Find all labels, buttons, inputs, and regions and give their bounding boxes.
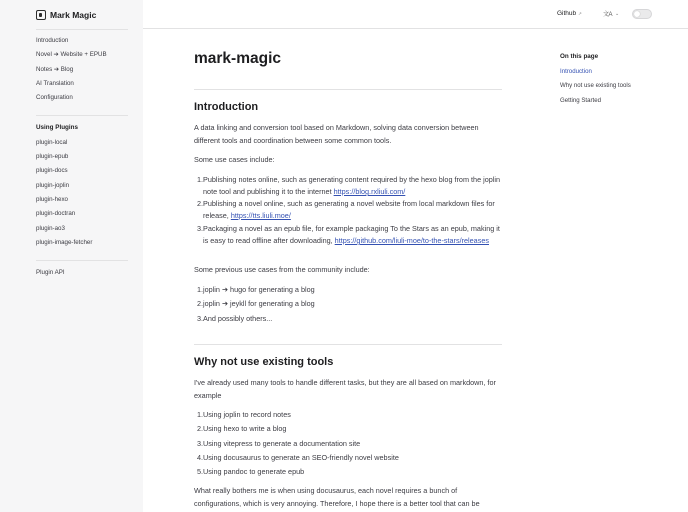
top-navbar [143,0,688,29]
list-item-text: Publishing a novel online, such as generating a novel website from local markdown files for release, [203,199,495,220]
page-title: mark-magic [194,50,282,67]
list-item [194,409,291,421]
translate-icon: 文A [603,12,613,18]
sidebar-item-plugin-ao3[interactable]: plugin-ao3 [36,225,65,232]
why-not-paragraph: I've already used many tools to handle different tasks, but they are all based on markdown, for example [194,378,496,400]
github-link[interactable] [557,10,582,17]
sidebar [0,0,143,512]
list-item [194,438,360,450]
list-item-text: Using joplin to record notes [203,410,291,419]
chevron-down-icon: ⌄ [615,10,620,17]
theme-toggle-knob [634,11,640,17]
sidebar-item-configuration[interactable]: Configuration [36,94,73,101]
github-label: Github [557,10,577,17]
sidebar-item-plugin-joplin[interactable]: plugin-joplin [36,182,70,189]
section-divider [194,344,502,345]
blog-link[interactable]: https://blog.rxliuli.com/ [333,187,406,196]
list-item-text: Using vitepress to generate a documentation site [203,439,361,448]
section-divider [194,89,502,90]
list-item [194,198,502,222]
sidebar-divider [36,115,128,116]
list-number: 2. [197,424,204,433]
list-item [194,223,502,247]
outline-link-why-not[interactable]: Why not use existing tools [560,82,631,89]
list-item-text: Using hexo to write a blog [203,424,287,433]
heading-why-not: Why not use existing tools [194,356,334,368]
list-item [194,466,304,478]
sidebar-item-plugin-local[interactable]: plugin-local [36,139,68,146]
sidebar-divider [36,29,128,30]
intro-paragraph: A data linking and conversion tool based on Markdown, solving data conversion between different tools and coordination between some common tools. [194,123,479,145]
use-cases-intro: Some use cases include: [194,155,275,164]
sidebar-item-introduction[interactable]: Introduction [36,37,69,44]
list-item [194,298,315,310]
list-number: 3. [197,314,204,323]
sidebar-item-plugin-docs[interactable]: plugin-docs [36,167,68,174]
releases-link[interactable]: https://github.com/liuli-moe/to-the-stars/releases [334,236,489,245]
list-number: 5. [197,467,204,476]
sidebar-divider [36,260,128,261]
sidebar-item-plugin-epub[interactable]: plugin-epub [36,153,69,160]
list-item-text: Packaging a novel as an epub file, for example packaging To the Stars as an epub, making it is easy to read offline after downloading, [203,224,500,245]
list-number: 2. [197,199,204,208]
list-number: 3. [197,224,204,233]
brand-link[interactable] [36,8,96,22]
sidebar-item-plugin-hexo[interactable]: plugin-hexo [36,196,68,203]
list-number: 4. [197,453,204,462]
outline-link-introduction[interactable]: Introduction [560,68,592,75]
sidebar-item-plugin-doctran[interactable]: plugin-doctran [36,210,76,217]
list-item-text: Publishing notes online, such as generating content required by the hexo blog from the joplin note tool and publishing it to the internet [203,175,501,196]
logo-icon [36,10,46,20]
previous-cases-intro: Some previous use cases from the community include: [194,265,370,274]
list-item [194,284,315,296]
list-number: 1. [197,175,204,184]
sidebar-item-ai-translation[interactable]: AI Translation [36,80,74,87]
list-item-text: joplin ➔ hugo for generating a blog [203,285,315,294]
theme-toggle[interactable] [632,9,652,19]
closing-paragraph: What really bothers me is when using docusaurus, each novel requires a bunch of configurations, which is very annoying. Therefore, I hope there is a better tool that can be [194,486,480,508]
list-item [194,423,286,435]
language-switcher[interactable] [603,9,619,18]
list-number: 2. [197,299,204,308]
list-item-text: And possibly others... [203,314,273,323]
sidebar-item-novel-website-epub[interactable]: Novel ➔ Website + EPUB [36,51,107,58]
novel-site-link[interactable]: https://tts.liuli.moe/ [230,211,291,220]
list-item-text: Using docusaurus to generate an SEO-friendly novel website [203,453,399,462]
list-item [194,174,502,198]
list-number: 1. [197,285,204,294]
sidebar-item-notes-blog[interactable]: Notes ➔ Blog [36,66,74,73]
sidebar-item-plugin-image-fetcher[interactable]: plugin-image-fetcher [36,239,93,246]
list-item-text: joplin ➔ jeykll for generating a blog [203,299,315,308]
list-item-text: Using pandoc to generate epub [203,467,305,476]
sidebar-group-title: Using Plugins [36,124,78,131]
outline-title: On this page [560,53,599,60]
list-number: 3. [197,439,204,448]
external-link-icon: ↗ [578,10,582,16]
outline-link-getting-started[interactable]: Getting Started [560,97,601,104]
list-number: 1. [197,410,204,419]
heading-introduction: Introduction [194,101,259,113]
list-item [194,452,399,464]
brand-name: Mark Magic [50,10,97,20]
list-item [194,313,272,325]
sidebar-item-plugin-api[interactable]: Plugin API [36,269,65,276]
